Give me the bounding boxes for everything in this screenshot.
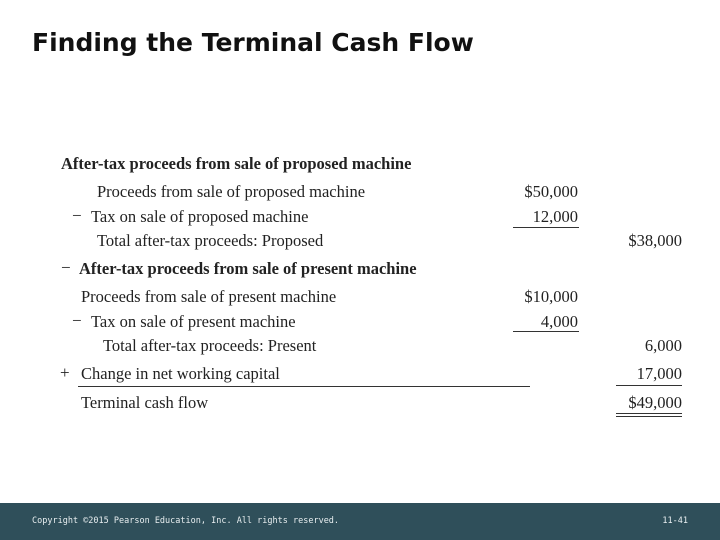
total-present-label: Total after-tax proceeds: Present [103, 336, 317, 355]
underline-tax-proposed [513, 227, 579, 228]
section-heading-proposed: After-tax proceeds from sale of proposed machine [61, 154, 412, 173]
proceeds-proposed-label: Proceeds from sale of proposed machine [97, 182, 366, 201]
proceeds-present-value: $10,000 [524, 287, 578, 306]
copyright-text: Copyright ©2015 Pearson Education, Inc. All rights reserved. [32, 516, 340, 526]
nwc-value: 17,000 [636, 364, 682, 383]
tax-proposed-value: 12,000 [532, 207, 578, 226]
minus-sign: − [61, 258, 71, 277]
proceeds-present-label: Proceeds from sale of present machine [81, 287, 337, 306]
tax-present-value: 4,000 [540, 312, 578, 331]
minus-sign: − [72, 206, 82, 225]
double-underline-top [616, 413, 682, 414]
terminal-cash-flow-label: Terminal cash flow [81, 393, 209, 412]
page-number: 11-41 [662, 516, 688, 526]
total-proposed-label: Total after-tax proceeds: Proposed [97, 231, 324, 250]
total-present-value: 6,000 [644, 336, 682, 355]
plus-sign: + [60, 363, 70, 382]
double-underline-bottom [616, 416, 682, 417]
slide-title: Finding the Terminal Cash Flow [32, 28, 474, 57]
minus-sign: − [72, 311, 82, 330]
underline-nwc [616, 385, 682, 386]
proceeds-proposed-value: $50,000 [524, 182, 578, 201]
nwc-label: Change in net working capital [81, 364, 280, 383]
total-proposed-value: $38,000 [628, 231, 682, 250]
tax-present-label: Tax on sale of present machine [91, 312, 296, 331]
underline-tax-present [513, 331, 579, 332]
rule-before-total [78, 386, 530, 387]
tax-proposed-label: Tax on sale of proposed machine [91, 207, 309, 226]
footer-bar [0, 503, 720, 540]
section-heading-present: After-tax proceeds from sale of present machine [79, 259, 417, 278]
terminal-cash-flow-value: $49,000 [628, 393, 682, 412]
